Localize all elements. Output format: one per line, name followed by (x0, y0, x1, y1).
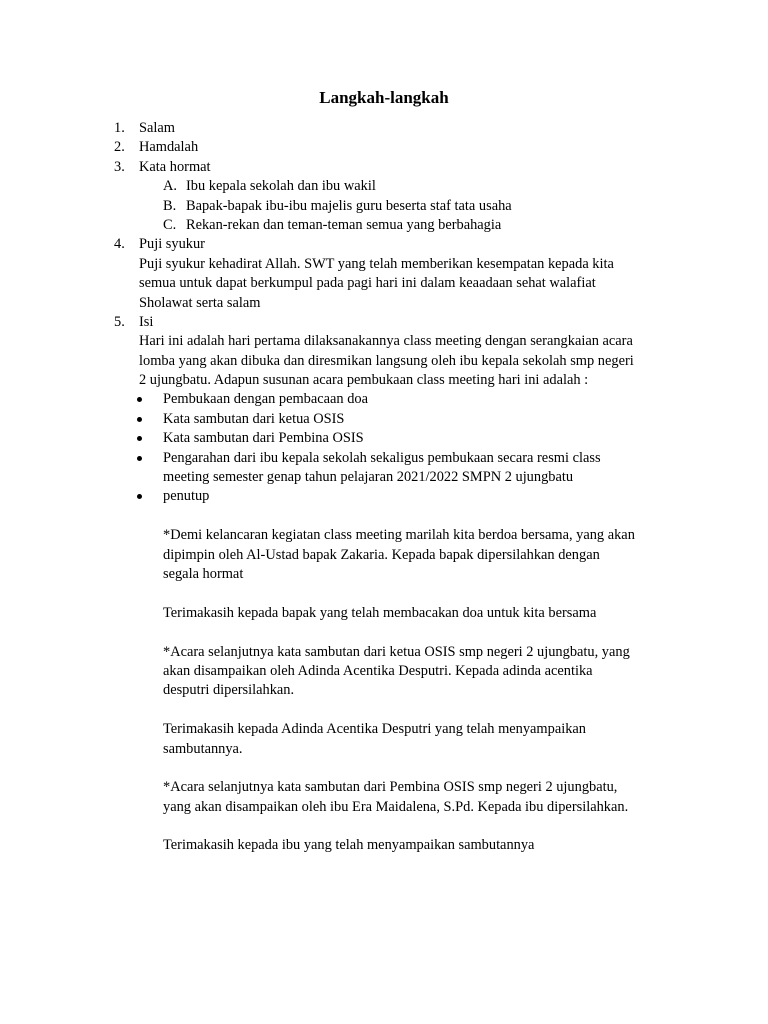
paragraph-text: *Acara selanjutnya kata sambutan dari Pembina OSIS smp negeri 2 ujungbatu, (163, 779, 618, 796)
list-label: Isi (139, 313, 154, 330)
bullet-text: penutup (163, 488, 210, 505)
sub-list-letter: A. (163, 178, 177, 195)
list-label: Puji syukur (139, 236, 205, 253)
list-label: Hamdalah (139, 139, 199, 156)
list-item (0, 119, 768, 138)
bullet-text: Pembukaan dengan pembacaan doa (163, 391, 368, 408)
bullet-dot-icon (137, 417, 142, 422)
paragraph-line (0, 546, 768, 565)
paragraph-text: segala hormat (163, 565, 244, 582)
body-text: Puji syukur kehadirat Allah. SWT yang telah memberikan kesempatan kepada kita (139, 255, 614, 272)
paragraph-text: dipimpin oleh Al-Ustad bapak Zakaria. Kepada bapak dipersilahkan dengan (163, 546, 600, 563)
paragraph-text: Terimakasih kepada bapak yang telah membacakan doa untuk kita bersama (163, 604, 597, 621)
body-line (0, 255, 768, 274)
paragraph-line (0, 836, 768, 855)
paragraph-text: Terimakasih kepada ibu yang telah menyampaikan sambutannya (163, 837, 535, 854)
body-line (0, 352, 768, 371)
list-label: Kata hormat (139, 158, 211, 175)
paragraph-text: *Acara selanjutnya kata sambutan dari ketua OSIS smp negeri 2 ujungbatu, yang (163, 643, 630, 660)
bullet-text: Kata sambutan dari Pembina OSIS (163, 430, 364, 447)
bullet-item (0, 390, 768, 409)
list-label: Salam (139, 120, 175, 136)
body-text: Sholawat serta salam (139, 294, 261, 311)
paragraph-line (0, 662, 768, 681)
list-item (0, 313, 768, 332)
bullet-continuation (0, 468, 768, 487)
paragraph-line (0, 643, 768, 662)
bullet-item (0, 429, 768, 448)
body-text: lomba yang akan dibuka dan diresmikan langsung oleh ibu kepala sekolah smp negeri (139, 352, 634, 369)
bullet-item (0, 449, 768, 468)
bullet-item (0, 487, 768, 506)
bullet-item (0, 410, 768, 429)
body-line (0, 332, 768, 351)
document-content (0, 119, 768, 856)
list-number: 5. (114, 313, 125, 330)
sub-list-text: Rekan-rekan dan teman-teman semua yang berbahagia (186, 216, 502, 233)
document-title: Langkah-langkah (319, 88, 449, 107)
bullet-dot-icon (137, 494, 142, 499)
sub-list-item (0, 177, 768, 196)
body-text: semua untuk dapat berkumpul pada pagi hari ini dalam keaadaan sehat walafiat (139, 275, 596, 292)
list-number: 1. (114, 120, 125, 136)
paragraph-text: Terimakasih kepada Adinda Acentika Desputri yang telah menyampaikan (163, 721, 586, 738)
sub-list-text: Ibu kepala sekolah dan ibu wakil (186, 178, 376, 195)
body-line (0, 274, 768, 293)
paragraph-line (0, 778, 768, 797)
list-number: 2. (114, 139, 125, 156)
paragraph-line (0, 720, 768, 739)
paragraph-line (0, 604, 768, 623)
list-number: 4. (114, 236, 125, 253)
sub-list-letter: B. (163, 197, 177, 214)
paragraph-line (0, 681, 768, 700)
list-number: 3. (114, 158, 125, 175)
sub-list-item (0, 216, 768, 235)
sub-list-letter: C. (163, 216, 177, 233)
sub-list-text: Bapak-bapak ibu-ibu majelis guru beserta staf tata usaha (186, 197, 512, 214)
bullet-text: meeting semester genap tahun pelajaran 2021/2022 SMPN 2 ujungbatu (163, 469, 574, 486)
body-text: Hari ini adalah hari pertama dilaksanakannya class meeting dengan serangkaian acara (139, 333, 633, 350)
paragraph-line (0, 740, 768, 759)
body-line (0, 294, 768, 313)
paragraph-text: yang akan disampaikan oleh ibu Era Maidalena, S.Pd. Kepada ibu dipersilahkan. (163, 798, 629, 815)
body-text: 2 ujungbatu. Adapun susunan acara pembukaan class meeting hari ini adalah : (139, 372, 589, 389)
list-item (0, 138, 768, 157)
bullet-dot-icon (137, 436, 142, 441)
bullet-text: Kata sambutan dari ketua OSIS (163, 410, 345, 427)
paragraph-text: sambutannya. (163, 740, 243, 757)
paragraph-line (0, 565, 768, 584)
bullet-text: Pengarahan dari ibu kepala sekolah sekaligus pembukaan secara resmi class (163, 449, 601, 466)
list-item (0, 235, 768, 254)
paragraph-text: akan disampaikan oleh Adinda Acentika Desputri. Kepada adinda acentika (163, 662, 593, 679)
paragraph-line (0, 526, 768, 545)
bullet-dot-icon (137, 397, 142, 402)
body-line (0, 371, 768, 390)
paragraph-line (0, 798, 768, 817)
list-item (0, 158, 768, 177)
sub-list-item (0, 197, 768, 216)
bullet-dot-icon (137, 456, 142, 461)
paragraph-text: desputri dipersilahkan. (163, 682, 295, 699)
paragraph-text: *Demi kelancaran kegiatan class meeting marilah kita berdoa bersama, yang akan (163, 527, 635, 544)
